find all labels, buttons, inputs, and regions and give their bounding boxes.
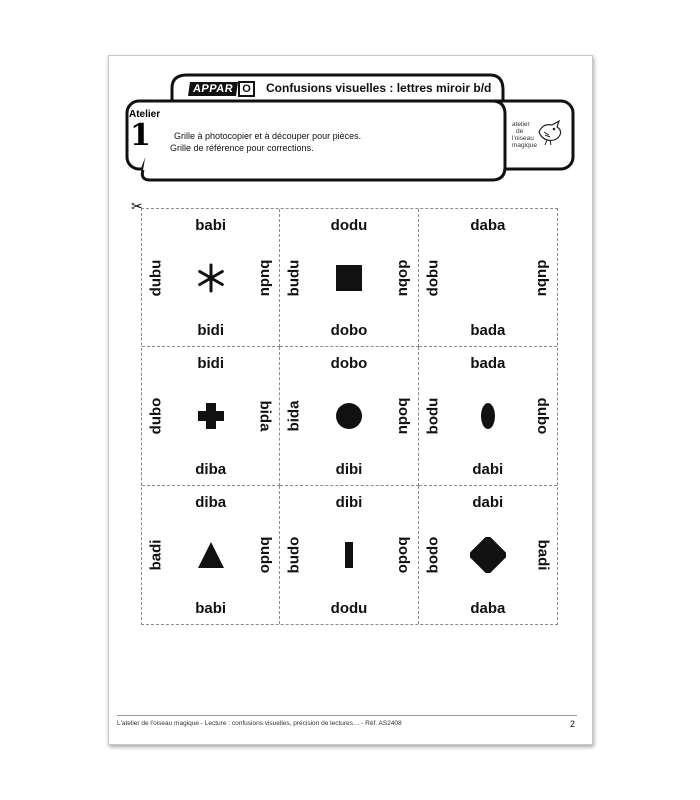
footer-divider: [117, 715, 577, 716]
square-icon: [334, 263, 364, 293]
puzzle-piece: [280, 209, 418, 347]
word-right: bodo: [395, 536, 413, 574]
word-left: dubu: [147, 259, 165, 296]
word-top: daba: [470, 217, 506, 234]
word-bottom: diba: [195, 460, 227, 478]
word-bottom: dobo: [330, 322, 368, 340]
word-left: dubo: [147, 397, 165, 435]
description-line-2: Grille de référence pour corrections.: [170, 143, 314, 153]
puzzle-piece: [142, 347, 280, 485]
word-top: dobo: [330, 355, 368, 373]
description-line-1: Grille à photocopier et à découper pour pièces.: [174, 131, 362, 141]
bird-logo-icon: [535, 118, 565, 146]
bar-icon: [334, 540, 364, 570]
appario-logo: [189, 80, 255, 98]
scissors-icon: ✂: [131, 198, 143, 214]
circle-icon: [334, 401, 364, 431]
word-top: bidi: [197, 355, 224, 373]
word-right: budu: [256, 259, 274, 296]
ellipse-icon: [473, 401, 503, 431]
word-top: dibi: [335, 493, 363, 511]
word-right: bodu: [395, 397, 413, 435]
word-top: dodu: [330, 217, 368, 234]
brand-line-1: atelier: [512, 121, 530, 128]
description: [170, 130, 361, 154]
word-top: babi: [195, 217, 227, 234]
word-right: dubo: [534, 397, 552, 435]
footer-text: L'atelier de l'oiseau magique - Lecture : confusions visuelles, précision de lectures… - Réf. AS2408: [117, 720, 402, 727]
logo-text-part1: APPAR: [188, 82, 238, 96]
word-bottom: bada: [470, 322, 506, 340]
header-frame: [0, 0, 700, 200]
word-left: bodo: [424, 536, 442, 574]
word-bottom: daba: [470, 599, 506, 617]
puzzle-piece: [142, 486, 280, 624]
word-right: dubu: [534, 259, 552, 296]
page-number: 2: [570, 719, 576, 729]
word-left: bida: [285, 400, 303, 432]
word-left: budo: [285, 536, 303, 574]
atelier-number: 1: [130, 118, 151, 153]
word-left: dobu: [424, 259, 442, 296]
word-left: badi: [147, 539, 165, 571]
word-right: dobu: [395, 259, 413, 296]
word-bottom: dodu: [330, 599, 368, 617]
logo-text-part2: O: [238, 81, 255, 97]
triangle-icon: [196, 540, 226, 570]
cross-icon: [196, 401, 226, 431]
brand-line-2: de: [516, 128, 524, 135]
word-left: bodu: [424, 397, 442, 435]
puzzle-piece: [419, 347, 557, 485]
word-right: badi: [534, 539, 552, 571]
atelier-label: Atelier: [129, 109, 161, 120]
word-bottom: dibi: [335, 460, 363, 478]
word-bottom: babi: [195, 599, 227, 617]
page-title: Confusions visuelles : lettres miroir b/d: [266, 81, 492, 95]
word-left: budu: [285, 259, 303, 296]
brand-line-4: magique: [512, 142, 537, 149]
word-right: bida: [256, 400, 274, 432]
diamond-icon: [470, 537, 506, 573]
puzzle-grid: [141, 208, 558, 625]
puzzle-piece: [280, 486, 418, 624]
word-top: diba: [195, 493, 227, 511]
asterisk-icon: [196, 263, 226, 293]
puzzle-piece: [419, 209, 557, 347]
word-top: bada: [470, 355, 506, 373]
crescent-icon: [473, 263, 503, 293]
puzzle-piece: [280, 347, 418, 485]
brand-line-3: l'oiseau: [512, 135, 534, 142]
word-top: dabi: [472, 493, 504, 511]
word-bottom: bidi: [197, 322, 224, 340]
word-right: budo: [256, 536, 274, 574]
puzzle-piece: [419, 486, 557, 624]
puzzle-piece: [142, 209, 280, 347]
word-bottom: dabi: [472, 460, 504, 478]
